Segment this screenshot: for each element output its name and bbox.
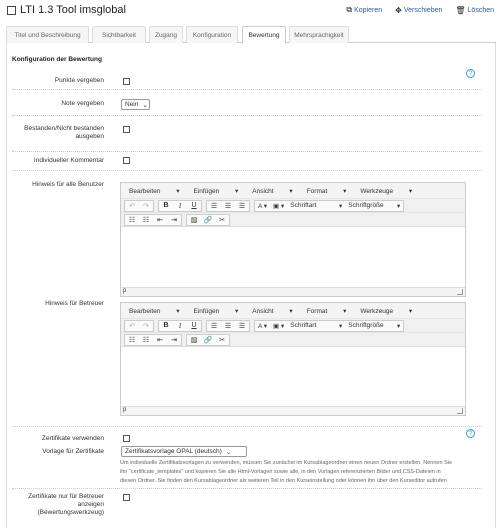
numbered-list-icon[interactable]: ☷ — [142, 216, 150, 224]
info-line: diesen Ordner. Sie finden den Kursablageordner als weiteren Teil in den Kurseinstellung oder können ihn über den Kurseditor aufrufen — [120, 478, 447, 484]
redo-icon[interactable]: ↷ — [143, 202, 149, 210]
note-label: Note vergeben — [61, 100, 104, 107]
bold-icon[interactable]: B — [163, 322, 169, 329]
menu-format-label: Format — [306, 307, 328, 315]
kommentar-label: Individueller Kommentar — [33, 157, 104, 164]
copy-button[interactable] — [346, 5, 382, 15]
header-bar — [0, 0, 500, 22]
editor-toolbar-2 — [121, 332, 465, 346]
note-select[interactable] — [121, 99, 150, 110]
zertifikat-info-text — [120, 459, 465, 486]
note-select-value: Nein — [125, 101, 139, 108]
divider — [12, 426, 482, 427]
font-size-select[interactable]: Schriftgröße ▾ — [348, 202, 401, 210]
align-right-icon[interactable]: ☰ — [238, 202, 246, 210]
move-button[interactable] — [395, 5, 442, 15]
hinweis-alle-label: Hinweis für alle Benutzer — [32, 181, 104, 188]
course-element-icon — [7, 6, 16, 15]
divider — [12, 115, 482, 116]
zert-verwenden-checkbox[interactable] — [123, 435, 130, 442]
list-group — [124, 214, 182, 226]
tab-titel[interactable]: Titel und Beschreibung — [6, 26, 89, 43]
section-title: Konfiguration der Bewertung — [12, 56, 102, 63]
move-icon: ✥ — [395, 5, 402, 15]
font-size-label: Schriftgröße — [348, 322, 384, 329]
editor-hinweis-betreuer — [120, 302, 466, 416]
delete-label: Löschen — [467, 6, 494, 14]
numbered-list-icon[interactable]: ☷ — [142, 336, 150, 344]
menu-ansicht-label: Ansicht — [252, 187, 274, 195]
align-group — [206, 200, 250, 212]
help-icon[interactable]: ? — [466, 429, 475, 438]
resize-handle[interactable] — [457, 289, 463, 295]
text-color-icon[interactable]: A ▾ — [258, 202, 268, 210]
outdent-icon[interactable]: ⇤ — [157, 336, 163, 344]
font-family-label: Schriftart — [290, 202, 317, 209]
menu-format[interactable]: Format ▾ — [306, 187, 347, 195]
link-icon[interactable]: 🔗 — [203, 336, 213, 344]
format-group — [158, 200, 202, 212]
underline-icon[interactable]: U — [191, 202, 197, 209]
zert-verwenden-label: Zertifikate verwenden — [41, 435, 104, 442]
tab-bewertung[interactable]: Bewertung — [242, 26, 286, 44]
menu-werkzeuge[interactable]: Werkzeuge ▾ — [360, 187, 413, 195]
bold-icon[interactable]: B — [163, 202, 169, 209]
menu-bearbeiten-label: Bearbeiten — [129, 187, 161, 195]
menu-bearbeiten[interactable]: Bearbeiten ▾ — [129, 307, 180, 315]
editor-statusbar — [121, 287, 465, 296]
vorlage-select[interactable] — [121, 446, 247, 457]
editor-content-area[interactable] — [121, 226, 465, 287]
font-size-select[interactable]: Schriftgröße ▾ — [348, 322, 401, 330]
image-icon[interactable]: ▨ — [190, 336, 198, 344]
copy-icon: ⧉ — [346, 5, 353, 14]
text-color-icon[interactable]: A ▾ — [258, 322, 268, 330]
image-icon[interactable]: ▨ — [190, 216, 198, 224]
insert-group — [186, 214, 230, 226]
align-center-icon[interactable]: ☰ — [224, 322, 232, 330]
move-label: Verschieben — [403, 6, 443, 14]
tab-mehrsprachigkeit[interactable]: Mehrsprachigkeit — [289, 26, 349, 43]
vorlage-label: Vorlage für Zertifikate — [42, 448, 104, 455]
tab-zugang[interactable]: Zugang — [149, 26, 183, 43]
align-left-icon[interactable]: ☰ — [210, 202, 218, 210]
menu-bearbeiten-label: Bearbeiten — [129, 307, 161, 315]
font-family-select[interactable]: Schriftart ▾ — [290, 202, 343, 210]
insert-group — [186, 334, 230, 346]
zert-betreuer-line1: Zertifikate nur für Betreuer — [28, 493, 104, 500]
history-group — [124, 200, 154, 212]
editor-path: p — [123, 407, 127, 413]
undo-icon[interactable]: ↶ — [129, 322, 135, 330]
italic-icon[interactable]: I — [178, 201, 182, 210]
underline-icon[interactable]: U — [191, 322, 197, 329]
history-group — [124, 320, 154, 332]
divider — [12, 89, 482, 90]
header-actions — [346, 5, 494, 15]
editor-statusbar — [121, 406, 465, 415]
editor-menubar — [121, 303, 465, 318]
divider — [12, 151, 482, 152]
zert-betreuer-line2: anzeigen — [77, 501, 104, 508]
menu-ansicht-label: Ansicht — [252, 307, 274, 315]
align-group — [206, 320, 250, 332]
chevron-down-icon: ⌄ — [225, 448, 232, 456]
align-center-icon[interactable]: ☰ — [224, 202, 232, 210]
menu-werkzeuge-label: Werkzeuge — [360, 307, 394, 315]
divider — [12, 170, 482, 171]
unlink-icon[interactable]: ✂ — [219, 216, 225, 224]
undo-icon[interactable]: ↶ — [129, 202, 135, 210]
trash-icon: 🗑 — [455, 5, 466, 15]
hinweis-betreuer-label: Hinweis für Betreuer — [45, 300, 104, 307]
editor-path: p — [123, 288, 127, 294]
menu-bearbeiten[interactable]: Bearbeiten ▾ — [129, 187, 180, 195]
editor-toolbar-2 — [121, 212, 465, 226]
bestanden-label-line2: ausgeben — [75, 133, 104, 140]
editor-menubar — [121, 183, 465, 198]
link-icon[interactable]: 🔗 — [203, 216, 213, 224]
vorlage-select-value: Zertifikatsvorlage OPAL (deutsch) — [125, 448, 222, 455]
tab-bar — [6, 26, 496, 43]
indent-icon[interactable]: ⇥ — [171, 216, 177, 224]
editor-toolbar-1 — [121, 318, 465, 332]
bullet-list-icon[interactable]: ☷ — [128, 216, 136, 224]
indent-icon[interactable]: ⇥ — [171, 336, 177, 344]
help-icon[interactable]: ? — [466, 69, 475, 78]
highlight-color-icon[interactable]: ▣ ▾ — [273, 322, 285, 330]
zert-betreuer-line3: (Bewertungswerkzeug) — [37, 509, 104, 516]
menu-format[interactable]: Format ▾ — [306, 307, 347, 315]
punkte-label: Punkte vergeben — [54, 77, 104, 84]
bullet-list-icon[interactable]: ☷ — [128, 336, 136, 344]
copy-label: Kopieren — [354, 6, 383, 14]
menu-einfuegen-label: Einfügen — [193, 307, 220, 315]
list-group — [124, 334, 182, 346]
menu-ansicht[interactable]: Ansicht ▾ — [252, 307, 293, 315]
font-family-label: Schriftart — [290, 322, 317, 329]
highlight-color-icon[interactable]: ▣ ▾ — [273, 202, 285, 210]
kommentar-checkbox[interactable] — [123, 157, 130, 164]
resize-handle[interactable] — [457, 408, 463, 414]
menu-ansicht[interactable]: Ansicht ▾ — [252, 187, 293, 195]
menu-werkzeuge[interactable]: Werkzeuge ▾ — [360, 307, 413, 315]
tab-konfiguration[interactable]: Konfiguration — [186, 26, 238, 43]
outdent-icon[interactable]: ⇤ — [157, 216, 163, 224]
font-size-label: Schriftgröße — [348, 202, 384, 209]
menu-einfuegen[interactable]: Einfügen ▾ — [193, 307, 239, 315]
align-right-icon[interactable]: ☰ — [238, 322, 246, 330]
font-group — [254, 200, 404, 212]
info-line: ihn "certificate_templates" und kopieren Sie alle Html-Vorlagen sowie alle, in den Vorlagen referenzierten Bilder und CSS-Dateien in — [120, 469, 441, 475]
chevron-down-icon: ⌄ — [142, 101, 148, 109]
punkte-checkbox[interactable] — [123, 78, 130, 85]
redo-icon[interactable]: ↷ — [143, 322, 149, 330]
info-line: Um individuelle Zertifikatsvorlagen zu verwenden, müssen Sie zunächst im Kursablageordner einen neuen Ordner erstellen. Nennen Sie — [120, 460, 453, 466]
zert-betreuer-checkbox[interactable] — [123, 494, 130, 501]
page-title-text: LTI 1.3 Tool imsglobal — [20, 4, 126, 16]
unlink-icon[interactable]: ✂ — [219, 336, 225, 344]
zert-betreuer-label — [28, 493, 104, 517]
font-family-select[interactable]: Schriftart ▾ — [290, 322, 343, 330]
tab-sichtbarkeit[interactable]: Sichtbarkeit — [92, 26, 146, 43]
menu-werkzeuge-label: Werkzeuge — [360, 187, 394, 195]
page-title — [7, 4, 126, 16]
editor-content-area[interactable] — [121, 346, 465, 406]
menu-format-label: Format — [306, 187, 328, 195]
divider — [12, 488, 482, 489]
menu-einfuegen-label: Einfügen — [193, 187, 220, 195]
font-group — [254, 320, 404, 332]
menu-einfuegen[interactable]: Einfügen ▾ — [193, 187, 239, 195]
bestanden-label-line1: Bestanden/Nicht bestanden — [24, 125, 104, 132]
italic-icon[interactable]: I — [178, 321, 182, 330]
editor-toolbar-1 — [121, 198, 465, 212]
align-left-icon[interactable]: ☰ — [210, 322, 218, 330]
editor-hinweis-alle — [120, 182, 466, 297]
delete-button[interactable] — [455, 5, 494, 15]
format-group — [158, 320, 202, 332]
bestanden-checkbox[interactable] — [123, 126, 130, 133]
bestanden-label — [24, 125, 104, 141]
